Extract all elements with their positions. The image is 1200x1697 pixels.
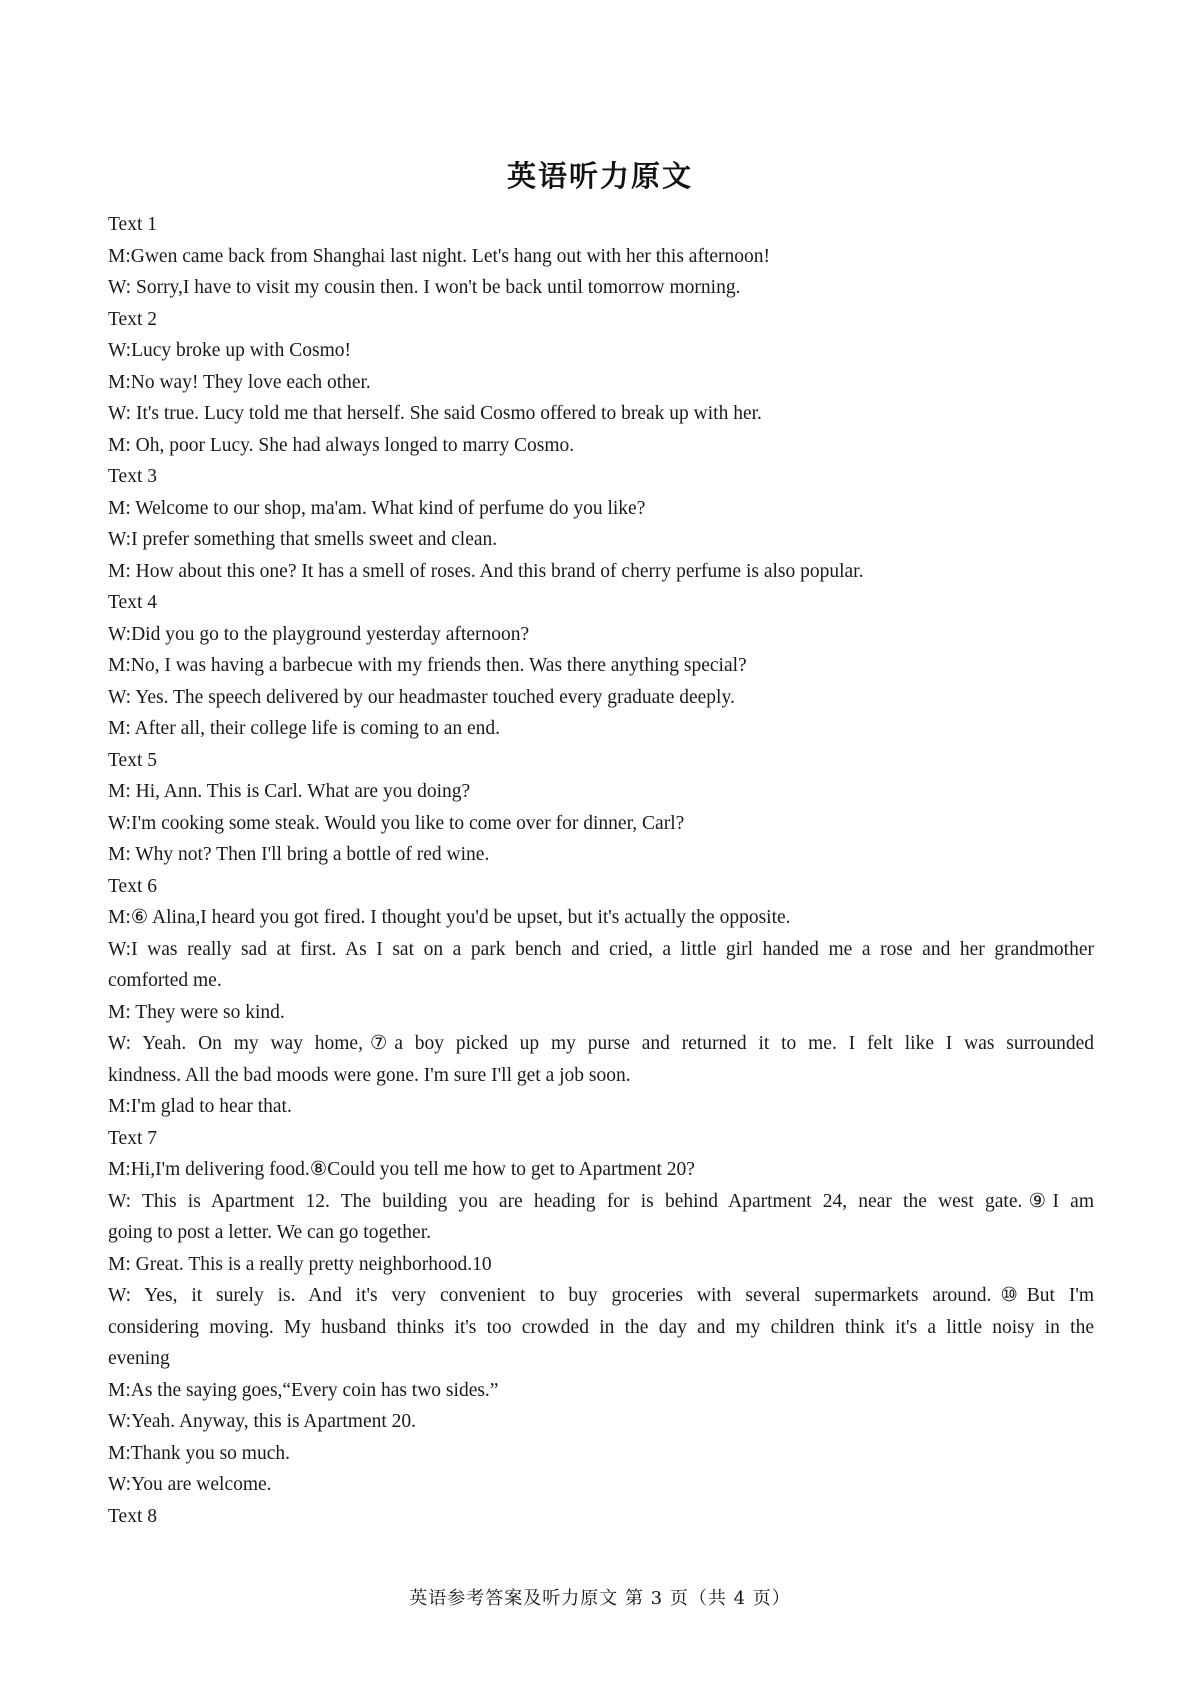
dialogue-line: W:I was really sad at first. As I sat on a park bench and cried, a little girl handed me a rose and her grandmother — [108, 938, 1094, 960]
dialogue-line: W:I prefer something that smells sweet and clean. — [108, 529, 498, 550]
dialogue-line: M: How about this one? It has a smell of roses. And this brand of cherry perfume is also popular. — [108, 560, 864, 582]
dialogue-line: W:Did you go to the playground yesterday afternoon? — [108, 623, 530, 645]
dialogue-line: W: Sorry,I have to visit my cousin then. I won't be back until tomorrow morning. — [108, 277, 741, 298]
dialogue-line: W: Yeah. On my way home,⑦a boy picked up my purse and returned it to me. I felt like I was surrounded — [108, 1033, 1094, 1054]
transcript-body — [108, 209, 1094, 1532]
section-heading: Text 1 — [108, 214, 157, 235]
dialogue-line: W:Lucy broke up with Cosmo! — [108, 340, 351, 361]
dialogue-line: comforted me. — [108, 970, 222, 991]
dialogue-line: M:I'm glad to hear that. — [108, 1096, 292, 1117]
dialogue-line: M:No, I was having a barbecue with my friends then. Was there anything special? — [108, 655, 747, 676]
dialogue-line: going to post a letter. We can go together. — [108, 1222, 431, 1243]
dialogue-line: W: Yes. The speech delivered by our headmaster touched every graduate deeply. — [108, 686, 735, 708]
dialogue-line: M: Great. This is a really pretty neighborhood.10 — [108, 1253, 492, 1275]
dialogue-line: M:No way! They love each other. — [108, 371, 371, 393]
dialogue-line: W: This is Apartment 12. The building you are heading for is behind Apartment 24, near the west gate.⑨I am — [108, 1190, 1094, 1212]
dialogue-line: W:Yeah. Anyway, this is Apartment 20. — [108, 1411, 417, 1432]
dialogue-line: M:⑥ Alina,I heard you got fired. I thought you'd be upset, but it's actually the opposite. — [108, 907, 791, 928]
section-heading: Text 4 — [108, 592, 157, 613]
page-title: 英语听力原文 — [506, 159, 693, 193]
dialogue-line: W:I'm cooking some steak. Would you like to come over for dinner, Carl? — [108, 812, 685, 834]
dialogue-line: M:Thank you so much. — [108, 1442, 290, 1464]
dialogue-line: M: Oh, poor Lucy. She had always longed to marry Cosmo. — [108, 434, 575, 456]
dialogue-line: W:You are welcome. — [108, 1474, 272, 1495]
page-footer: 英语参考答案及听力原文 第 3 页（共 4 页） — [409, 1588, 791, 1609]
dialogue-line: M:Hi,I'm delivering food.⑧Could you tell me how to get to Apartment 20? — [108, 1159, 695, 1180]
dialogue-line: M: Hi, Ann. This is Carl. What are you doing? — [108, 781, 471, 802]
section-heading: Text 6 — [108, 875, 157, 897]
section-heading: Text 5 — [108, 749, 157, 771]
section-heading: Text 8 — [108, 1505, 157, 1527]
dialogue-line: considering moving. My husband thinks it's too crowded in the day and my children think it's a little noisy in the — [108, 1316, 1094, 1338]
dialogue-line: evening — [108, 1348, 170, 1369]
dialogue-line: M: They were so kind. — [108, 1001, 285, 1023]
dialogue-line: M:Gwen came back from Shanghai last night. Let's hang out with her this afternoon! — [108, 245, 771, 267]
section-heading: Text 7 — [108, 1127, 157, 1149]
dialogue-line: M:As the saying goes,“Every coin has two sides.” — [108, 1379, 499, 1401]
dialogue-line: kindness. All the bad moods were gone. I'm sure I'll get a job soon. — [108, 1064, 631, 1086]
dialogue-line: W: Yes, it surely is. And it's very convenient to buy groceries with several supermarkets around.⑩But I'm — [108, 1285, 1094, 1306]
section-heading: Text 2 — [108, 308, 157, 330]
dialogue-line: M: After all, their college life is coming to an end. — [108, 718, 501, 739]
section-heading: Text 3 — [108, 466, 157, 487]
dialogue-line: M: Why not? Then I'll bring a bottle of red wine. — [108, 844, 490, 865]
dialogue-line: W: It's true. Lucy told me that herself. She said Cosmo offered to break up with her. — [108, 403, 762, 424]
dialogue-line: M: Welcome to our shop, ma'am. What kind of perfume do you like? — [108, 497, 646, 519]
